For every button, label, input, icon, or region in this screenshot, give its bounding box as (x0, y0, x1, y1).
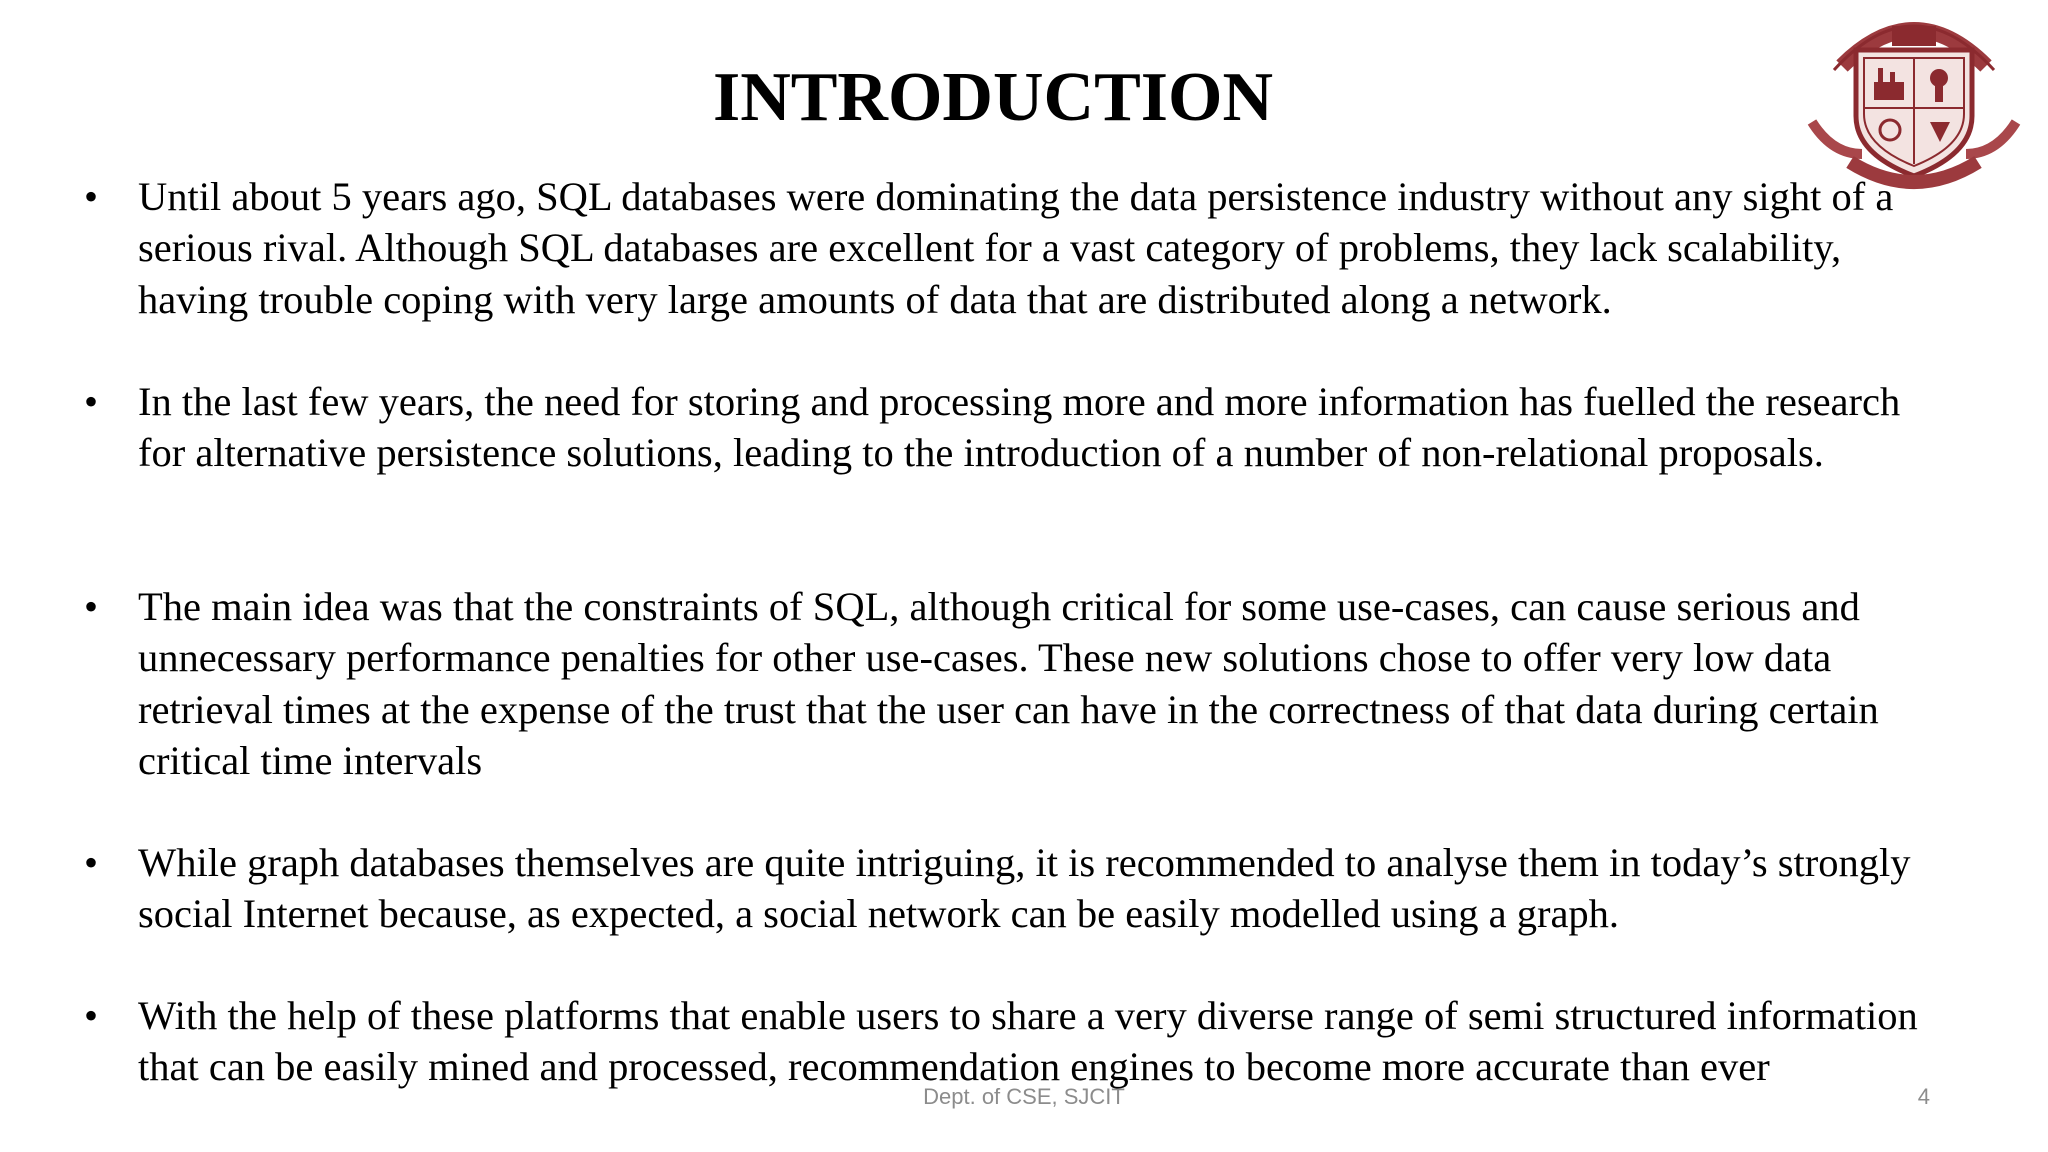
bullet-marker: • (84, 379, 99, 424)
bullet-text: Until about 5 years ago, SQL databases were dominating the data persistence industry without any sight of a serious rival. Although SQL databases are excellent for a vast category of problems, they lack scalability, having trouble coping with very large amounts of data that are distributed along a network. (138, 174, 1894, 322)
bullet-text: In the last few years, the need for storing and processing more and more information has fuelled the research for alternative persistence solutions, leading to the introduction of a number of non-relational proposals. (138, 379, 1901, 476)
bullet-marker: • (84, 993, 99, 1038)
footer-text: Dept. of CSE, SJCIT (923, 1084, 1125, 1109)
slide-title: INTRODUCTION (712, 59, 1274, 136)
page-number: 4 (1917, 1084, 1930, 1109)
bullet-text: While graph databases themselves are quite intriguing, it is recommended to analyse them in today’s strongly social Internet because, as expected, a social network can be easily modelled using a graph. (138, 840, 1911, 937)
college-crest-icon (1804, 4, 2024, 194)
bullet-marker: • (84, 584, 99, 629)
bullet-text: The main idea was that the constraints of SQL, although critical for some use-cases, can cause serious and unnecessary performance penalties for other use-cases. These new solutions chose to offer very low data retrieval times at the expense of the trust that the user can have in the correctness of that data during certain critical time intervals (138, 584, 1879, 783)
bullet-marker: • (84, 174, 99, 219)
bullet-text: With the help of these platforms that enable users to share a very diverse range of semi structured information that can be easily mined and processed, recommendation engines to become more accurate than ever (138, 993, 1918, 1090)
bullet-marker: • (84, 840, 99, 885)
